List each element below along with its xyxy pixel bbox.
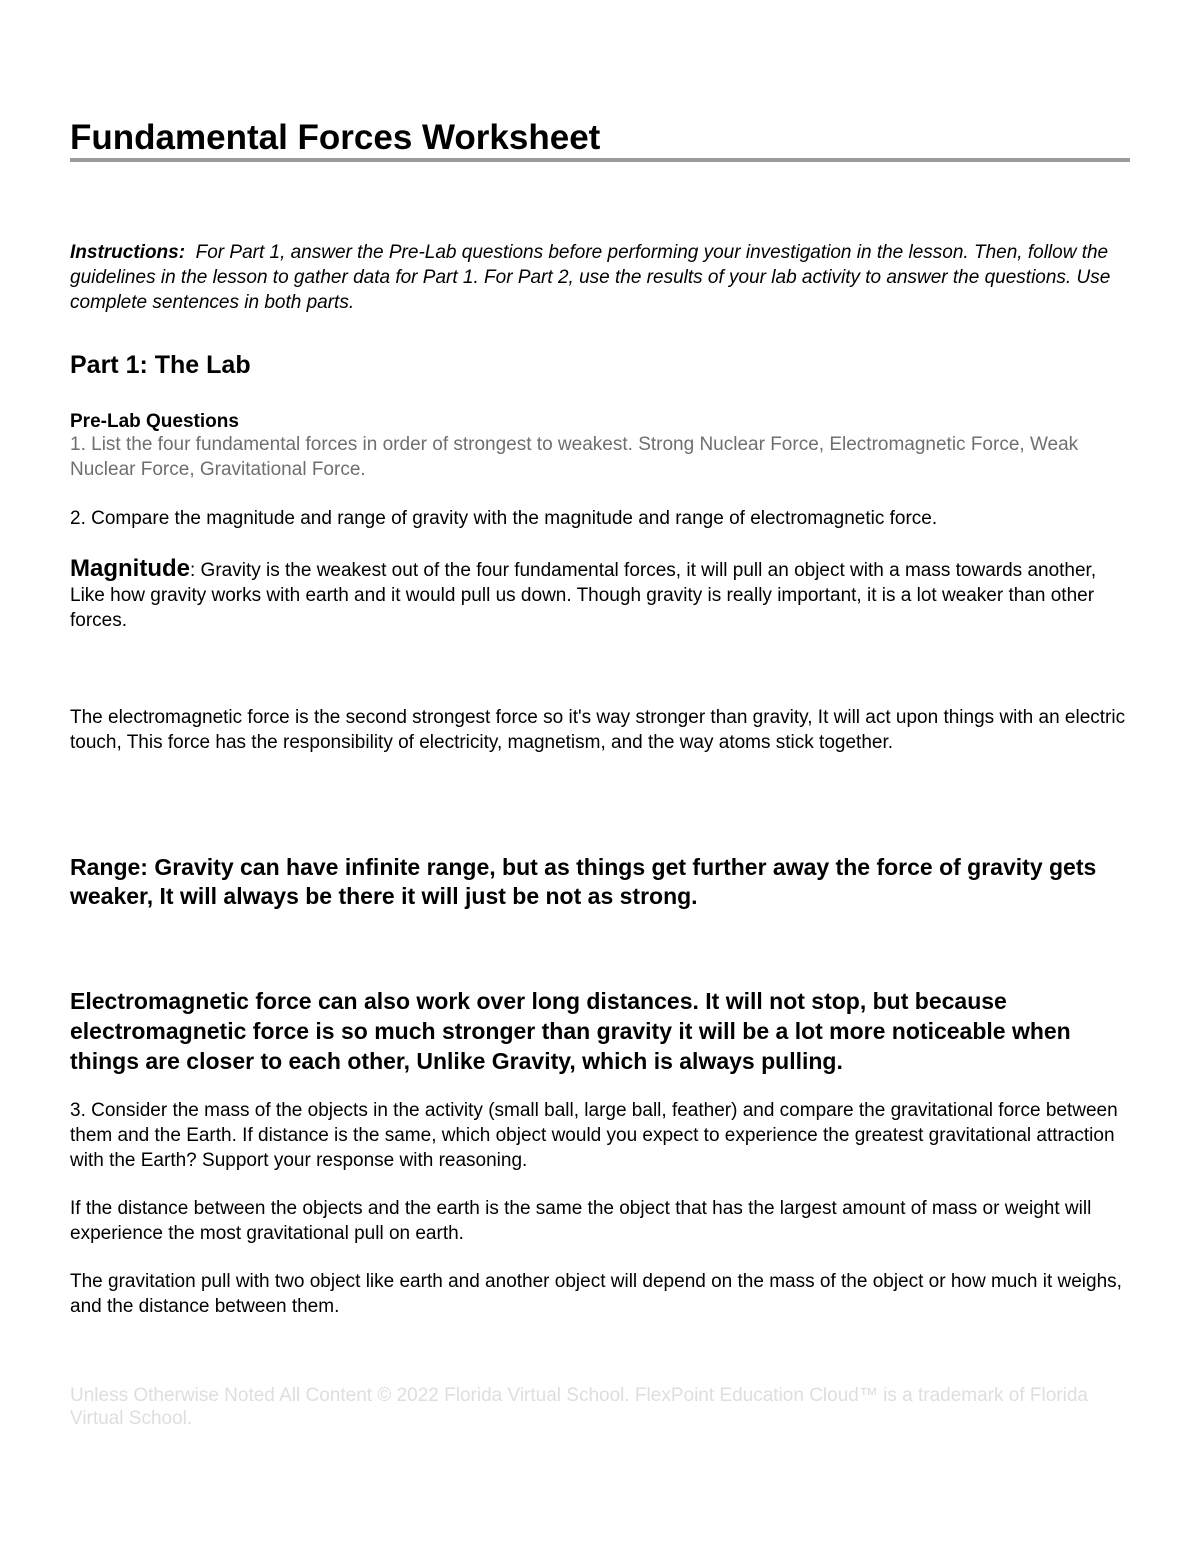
magnitude-label: Magnitude [70,555,190,582]
copyright-footer: Unless Otherwise Noted All Content © 2022 Florida Virtual School. FlexPoint Education Cloud™ is a trademark of Florida Virtual School. [70,1385,1088,1429]
part-1-heading: Part 1: The Lab [70,351,251,379]
question-2: 2. Compare the magnitude and range of gravity with the magnitude and range of electromagnetic force. [70,508,938,529]
range-answer [70,853,1132,911]
range-text: Gravity can have infinite range, but as things get further away the force of gravity gets weaker, It will always be there it will just be not as strong. [70,854,1097,909]
electromagnetic-range-answer: Electromagnetic force can also work over long distances. It will not stop, but because electromagnetic force is so much stronger than gravity it will be a lot more noticeable when things are closer to each other, Unlike Gravity, which is always pulling. [70,988,1071,1074]
range-label: Range: [70,854,148,880]
answer-3-paragraph-2: The gravitation pull with two object like earth and another object will depend on the mass of the object or how much it weighs, and the distance between them. [70,1271,1122,1317]
page-title: Fundamental Forces Worksheet [70,118,601,157]
electromagnetic-magnitude-answer: The electromagnetic force is the second strongest force so it's way stronger than gravity, It will act upon things with an electric touch, This force has the responsibility of electricity, magnetism, and the way atoms stick together. [70,707,1126,753]
magnitude-answer [70,556,1132,633]
question-1: 1. List the four fundamental forces in order of strongest to weakest. Strong Nuclear Force, Electromagnetic Force, Weak Nuclear Force, Gravitational Force. [70,434,1079,480]
magnitude-text: : Gravity is the weakest out of the four fundamental forces, it will pull an object with a mass towards another, Like how gravity works with earth and it would pull us down. Though gravity is really important, it is a lot weaker than other forces. [70,560,1097,631]
answer-3-paragraph-1: If the distance between the objects and the earth is the same the object that has the largest amount of mass or weight will experience the most gravitational pull on earth. [70,1198,1092,1244]
instructions-text: For Part 1, answer the Pre-Lab questions before performing your investigation in the lesson. Then, follow the guidelines in the lesson to gather data for Part 1. For Part 2, use the results of your lab activity to answer the questions. Use complete sentences in both parts. [70,242,1111,313]
title-underline [70,158,1130,162]
prelab-heading: Pre-Lab Questions [70,411,239,432]
instructions-label: Instructions: [70,242,186,263]
instructions [70,240,1132,315]
question-3: 3. Consider the mass of the objects in the activity (small ball, large ball, feather) and compare the gravitational force between them and the Earth. If distance is the same, which object would you expect to experience the greatest gravitational attraction with the Earth? Support your response with reasoning. [70,1100,1118,1171]
